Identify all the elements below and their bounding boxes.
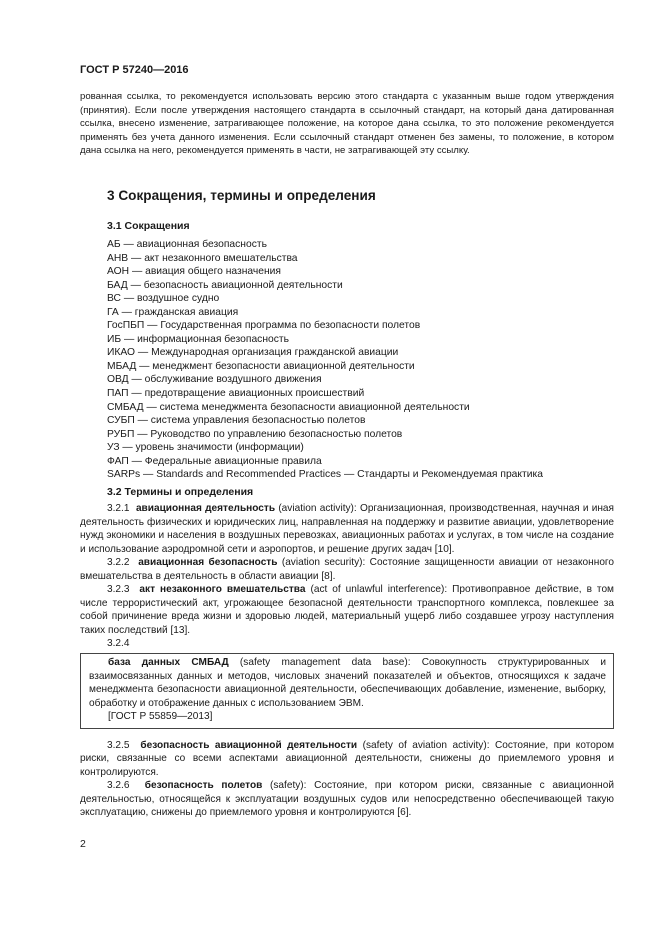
abbreviation-item: УЗ — уровень значимости (информации) bbox=[107, 442, 304, 454]
abbreviations-title: 3.1 Сокращения bbox=[107, 220, 190, 232]
boxed-definition bbox=[80, 653, 614, 729]
definition-3-2-2 bbox=[80, 556, 614, 583]
abbreviation-item: ОВД — обслуживание воздушного движения bbox=[107, 374, 322, 386]
abbreviation-item: SARPs — Standards and Recommended Practices — Стандарты и Рекомендуемая практика bbox=[107, 469, 543, 481]
definition-number: 3.2.3 bbox=[107, 584, 130, 596]
definition-3-2-6 bbox=[80, 779, 614, 820]
abbreviation-item: АБ — авиационная безопасность bbox=[107, 239, 267, 250]
abbreviation-item: ФАП — Федеральные авиационные правила bbox=[107, 455, 322, 467]
definition-term: авиационная деятельность bbox=[135, 503, 276, 514]
definition-3-2-4-number: 3.2.4 bbox=[107, 638, 130, 650]
definition-number: 3.2.2 bbox=[107, 557, 130, 569]
standard-reference: [ГОСТ Р 55859—2013] bbox=[108, 711, 213, 723]
page-number: 2 bbox=[80, 838, 86, 850]
definition-text: (safety of aviation activity): Состояние, при котором риски, связанные со всеми аспектами авиационной деятельности, снижены до приемлемого уровня и контролируются. bbox=[80, 739, 615, 778]
section-title: 3 Сокращения, термины и определения bbox=[107, 188, 376, 203]
abbreviation-item: ВС — воздушное судно bbox=[107, 293, 220, 305]
definition-3-2-1 bbox=[80, 502, 614, 556]
abbreviation-item: СУБП — система управления безопасностью полетов bbox=[107, 415, 366, 427]
definition-text: (safety): Состояние, при котором риски, связанные с авиационной деятельностью, относящейся к эксплуатации воздушных судов или непосредственно обеспечивающей такую эксплуатацию, снижены до приемлемого уровня и контролируются [6]. bbox=[80, 780, 614, 819]
definition-text: (aviation activity): Организационная, производственная, научная и иная деятельность физических и юридических лиц, направленная на поддержку и развитие авиации, удовлетворение нужд экономики и населения в воздушных перевозках, авиационных работах и услугах, в том числе на создание и использование аэродромной сети и аэропортов, и решение других задач [10]. bbox=[80, 503, 615, 555]
definition-3-2-5 bbox=[80, 739, 614, 780]
definition-term: безопасность полетов bbox=[144, 780, 263, 792]
abbreviation-item: БАД — безопасность авиационной деятельности bbox=[107, 279, 343, 291]
definition-number: 3.2.5 bbox=[107, 739, 130, 751]
definition-text: (act of unlawful interference): Противоправное действие, в том числе террористический акт, угрожающее безопасной деятельности транспортного комплекса, повлекшее за собой причинение вреда жизни и здоровью людей, материальный ущерб либо создавшее угрозу наступления таких последствий [13]. bbox=[80, 584, 614, 636]
abbreviations-list bbox=[107, 238, 617, 482]
abbreviation-item: АНВ — акт незаконного вмешательства bbox=[107, 252, 298, 264]
abbreviation-item: ГосПБП — Государственная программа по безопасности полетов bbox=[107, 320, 421, 332]
definitions-list bbox=[80, 502, 614, 820]
definition-term: база данных СМБАД bbox=[108, 657, 229, 669]
definition-text: (safety management data base): Совокупность структурированных и взаимосвязанных данных и методов, числовых значений показателей и объектов, относящихся к задаче менеджмента безопасности авиационной деятельности, обеспечивающих добавление, изменение, выборку, обработку и отображение данных с использованием ЭВМ. bbox=[89, 657, 606, 709]
abbreviation-item: ПАП — предотвращение авиационных происшествий bbox=[107, 388, 365, 400]
abbreviation-item: СМБАД — система менеджмента безопасности авиационной деятельности bbox=[107, 401, 470, 413]
definition-number: 3.2.1 bbox=[107, 503, 130, 514]
definition-3-2-3 bbox=[80, 583, 614, 637]
definition-text: (aviation security): Состояние защищенности авиации от незаконного вмешательства в деятельность в области авиации [8]. bbox=[80, 557, 615, 582]
abbreviation-item: РУБП — Руководство по управлению безопасностью полетов bbox=[107, 428, 403, 440]
document-code-header: ГОСТ Р 57240—2016 bbox=[80, 64, 189, 76]
intro-text: рованная ссылка, то рекомендуется использовать версию этого стандарта с указанным выше годом утверждения (принятия). Если после утверждения настоящего стандарта в ссылочный стандарт, на который дана датированная ссылка, внесено изменение, затрагивающее положение, на которое дана ссылка, то это положение рекомендуется применять без учета данного изменения. Если ссылочный стандарт отменен без замены, то положение, в котором дана ссылка на него, рекомендуется применять в части, не затрагивающей эту ссылку. bbox=[80, 91, 614, 157]
intro-paragraph bbox=[80, 90, 614, 158]
boxed-definition-body bbox=[89, 656, 606, 710]
abbreviation-item: ИБ — информационная безопасность bbox=[107, 333, 289, 345]
abbreviation-item: ИКАО — Международная организация гражданской авиации bbox=[107, 347, 399, 359]
abbreviation-item: АОН — авиация общего назначения bbox=[107, 266, 282, 278]
abbreviation-item: МБАД — менеджмент безопасности авиационной деятельности bbox=[107, 360, 415, 372]
terms-title: 3.2 Термины и определения bbox=[107, 486, 254, 498]
definition-term: безопасность авиационной деятельности bbox=[140, 739, 358, 751]
definition-term: акт незаконного вмешательства bbox=[139, 584, 306, 596]
definition-number: 3.2.6 bbox=[107, 780, 130, 792]
definition-term: авиационная безопасность bbox=[138, 557, 278, 569]
abbreviation-item: ГА — гражданская авиация bbox=[107, 306, 239, 318]
